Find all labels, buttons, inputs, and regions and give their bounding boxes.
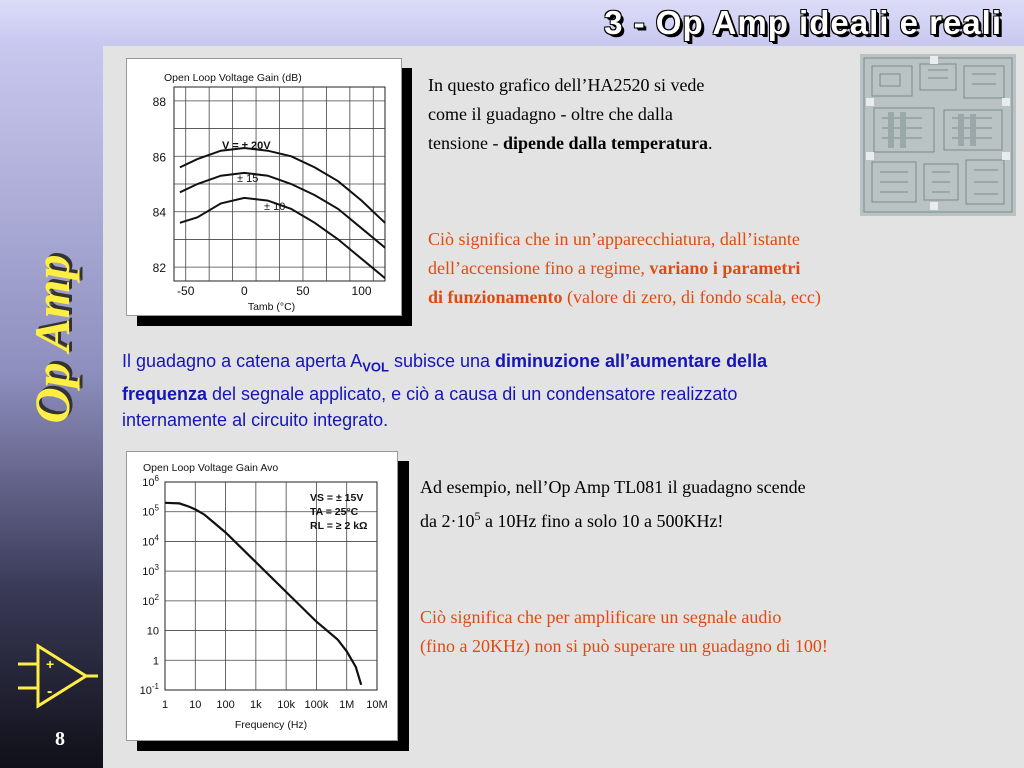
slide-title: 3 - Op Amp ideali e reali	[604, 4, 1002, 41]
text3-sub: VOL	[362, 359, 389, 375]
text1-line3-post: .	[707, 133, 713, 153]
chart1-series-label: ± 15	[237, 173, 259, 185]
chart2-x-tick: 1M	[339, 699, 355, 711]
text3-bold1: diminuzione all’aumentare della	[495, 351, 768, 371]
page-number: 8	[55, 728, 65, 750]
text4-line2	[420, 502, 980, 536]
text5-line1: Ciò significa che per amplificare un segnale audio	[420, 607, 782, 627]
chart1-x-tick: 100	[351, 284, 372, 298]
text2-line3-bold: di funzionamento	[428, 287, 563, 307]
chart2-y-tick: $10^3$	[142, 563, 159, 579]
text2-line2	[428, 254, 988, 283]
text1-line1: In questo grafico dell’HA2520 si vede	[428, 75, 705, 95]
text2-line2-pre: dell’accensione fino a regime,	[428, 258, 650, 278]
text4-line2-post: a 10Hz fino a solo 10 a 500KHz!	[480, 511, 724, 531]
chart1-y-tick: 84	[152, 205, 166, 220]
text3-p2: subisce una	[388, 351, 496, 371]
text-parameter-variation	[428, 225, 988, 312]
text-gain-frequency	[122, 348, 1002, 433]
text3-p3: del segnale applicato, e ciò a causa di un condensatore realizzato	[207, 383, 738, 404]
text-tl081-example	[420, 473, 980, 536]
chart2-x-tick: 1	[161, 699, 169, 711]
text2-line1: Ciò significa che in un’apparecchiatura, dall’istante	[428, 229, 800, 249]
chart2-x-tick: 10M	[366, 699, 388, 711]
text3-bold2: frequenza	[122, 383, 208, 404]
chart1-xlabel: Tamb (°C)	[247, 301, 296, 313]
text2-line3-post: (valore di zero, di fondo scala, ecc)	[562, 287, 821, 307]
chart2-y-tick: $10^{-1}$	[139, 682, 159, 697]
text1-line3-pre: tensione -	[428, 133, 503, 153]
text1-line3	[428, 129, 848, 158]
chart2-y-tick: $10^4$	[142, 533, 159, 549]
chart2-legend-entry: TA = 25°C	[310, 506, 359, 518]
chart2-xlabel: Frequency (Hz)	[234, 719, 308, 731]
chart1-x-tick: -50	[177, 284, 195, 298]
text4-sup: 5	[474, 509, 481, 523]
chart1-y-tick: 86	[152, 150, 166, 165]
text2-line2-bold: variano i parametri	[649, 258, 801, 278]
chart1-series-label: ± 10	[264, 201, 286, 213]
text2-line3	[428, 283, 988, 312]
chart2-y-tick: 10	[146, 625, 159, 638]
text3-line2	[122, 381, 1002, 407]
chart2-title: Open Loop Voltage Gain Avo	[143, 462, 279, 474]
chart2-x-tick: 10k	[277, 699, 296, 711]
figure-frequency	[126, 451, 398, 741]
symbol-plus: +	[46, 656, 55, 672]
chart1-series-label: V = ± 20V	[222, 140, 271, 152]
chart2-y-tick: $10^6$	[142, 474, 159, 489]
text-audio-limit	[420, 603, 1000, 661]
chart2-x-tick: 1k	[250, 699, 262, 711]
text4-line2-pre: da 2·10	[420, 511, 475, 531]
chart-gain-vs-frequency	[127, 452, 397, 740]
title-bar	[0, 0, 1024, 46]
text5-line2: (fino a 20KHz) non si può superare un guadagno di 100!	[420, 636, 828, 656]
chart1-title: Open Loop Voltage Gain (dB)	[164, 72, 302, 84]
sidebar-title: Op Amp	[24, 254, 80, 424]
chart1-x-tick: 50	[296, 284, 310, 298]
chart2-x-tick: 10	[189, 699, 202, 711]
text3-line3: internamente al circuito integrato.	[122, 409, 389, 430]
symbol-minus: -	[47, 683, 53, 700]
chip-die-image	[860, 54, 1016, 216]
chart2-legend-entry: VS = ± 15V	[310, 492, 364, 504]
op-amp-symbol-icon	[8, 640, 98, 712]
text3-p1: Il guadagno a catena aperta A	[122, 351, 363, 371]
chart1-y-tick: 88	[152, 94, 166, 109]
chart2-y-tick: $10^2$	[142, 592, 159, 608]
chart1-y-tick: 82	[152, 261, 166, 276]
chart2-y-tick: 1	[152, 655, 159, 668]
chart2-legend-entry: RL = ≥ 2 kΩ	[310, 520, 368, 532]
chart1-x-tick: 0	[240, 284, 248, 298]
figure-temperature	[126, 58, 402, 316]
text1-line2: come il guadagno - oltre che dalla	[428, 104, 673, 124]
text1-line3-bold: dipende dalla temperatura	[502, 133, 708, 153]
text4-line1: Ad esempio, nell’Op Amp TL081 il guadagno scende	[420, 477, 806, 497]
chart2-y-tick: $10^5$	[142, 503, 159, 519]
chart2-x-tick: 100k	[304, 699, 329, 711]
text3-line1	[122, 348, 1002, 381]
chart2-x-tick: 100	[216, 699, 235, 711]
text-temperature-dependence	[428, 71, 848, 158]
chart-gain-vs-temperature	[127, 59, 401, 315]
